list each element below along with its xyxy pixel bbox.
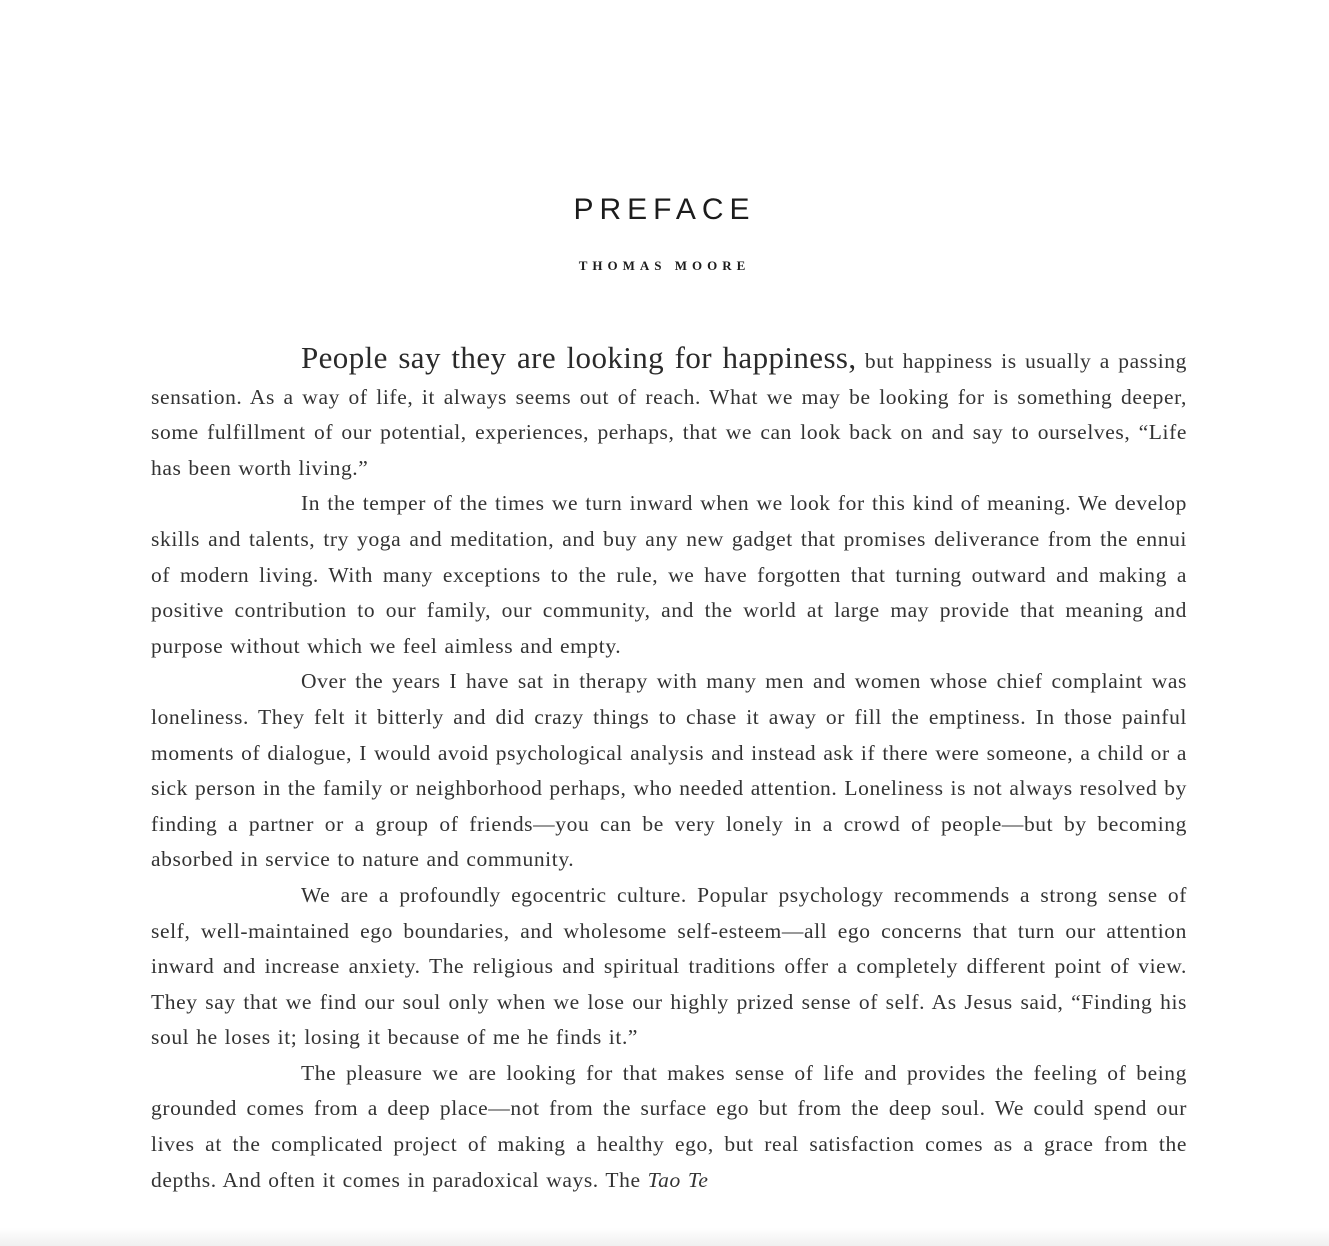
paragraph-2: In the temper of the times we turn inward when we look for this kind of meaning. We develop skills and talents, try yoga and meditation, and buy any new gadget that promises deliverance from the ennui of modern living. With many exceptions to the rule, we have forgotten that turning outward and making a positive contribution to our family, our community, and the world at large may provide that meaning and purpose without which we feel aimless and empty.	[151, 491, 1187, 658]
book-title-italic: Tao Te	[647, 1167, 709, 1192]
paragraph-1	[151, 340, 1187, 486]
lead-in-text: People say they are looking for happiness,	[301, 340, 857, 375]
paragraph-5	[151, 1056, 1187, 1198]
paragraph-3: Over the years I have sat in therapy with many men and women whose chief complaint was loneliness. They felt it bitterly and did crazy things to chase it away or fill the emptiness. In those painful moments of dialogue, I would avoid psychological analysis and instead ask if there were someone, a child or a sick person in the family or neighborhood perhaps, who needed attention. Loneliness is not always resolved by finding a partner or a group of friends—you can be very lonely in a crowd of people—but by becoming absorbed in service to nature and community.	[151, 669, 1187, 872]
paragraph-4: We are a profoundly egocentric culture. Popular psychology recommends a strong sense of self, well-maintained ego boundaries, and wholesome self-esteem—all ego concerns that turn our attention inward and increase anxiety. The religious and spiritual traditions offer a completely different point of view. They say that we find our soul only when we lose our highly prized sense of self. As Jesus said, “Finding his soul he loses it; losing it because of me he finds it.”	[151, 882, 1187, 1050]
paragraph-1-text: but happiness is usually a passing sensation. As a way of life, it always seems out of reach. What we may be looking for is something deeper, some fulfillment of our potential, experiences, perhaps, that we can look back on and say to ourselves, “Life has been worth living.”	[151, 349, 1187, 480]
chapter-title: PREFACE	[573, 193, 756, 226]
body-text	[151, 340, 1187, 1198]
author-name: THOMAS MOORE	[578, 258, 751, 273]
scan-edge-shadow	[0, 1228, 1329, 1246]
paragraph-5-text: The pleasure we are looking for that makes sense of life and provides the feeling of being grounded comes from a deep place—not from the surface ego but from the deep soul. We could spend our lives at the complicated project of making a healthy ego, but real satisfaction comes as a grace from the depths. And often it comes in paradoxical ways. The	[151, 1060, 1187, 1192]
